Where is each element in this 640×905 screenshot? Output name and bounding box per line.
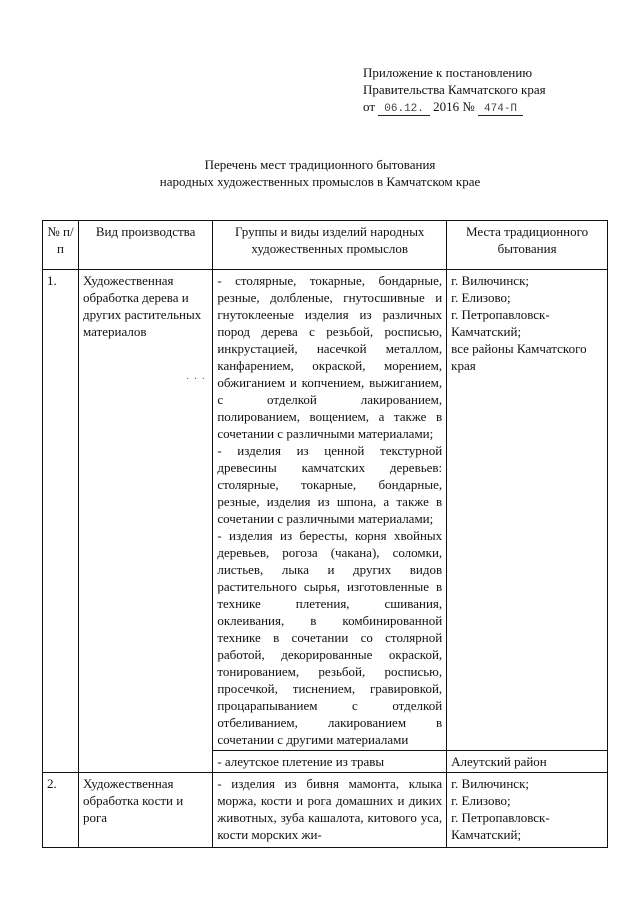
row-2-num: 2. <box>43 773 79 848</box>
appendix-block <box>363 64 613 118</box>
row-2-groups <box>213 773 447 848</box>
place-item: г. Петропавловск-Камчатский; <box>451 810 550 842</box>
header-groups: Группы и виды изделий народных художественных промыслов <box>213 221 447 270</box>
appendix-year: 2016 № <box>433 99 475 114</box>
place-item: все районы Камчатского края <box>451 341 587 373</box>
header-type: Вид производства <box>78 221 212 270</box>
scan-noise: · · · <box>186 374 206 385</box>
row-1b-places: Алеутский район <box>447 751 608 773</box>
table-row <box>43 773 608 848</box>
table-row <box>43 270 608 751</box>
appendix-line-2: Правительства Камчатского края <box>363 82 546 97</box>
row-2-group-text: - изделия из бивня мамонта, клыка моржа, кости и рога домашних и диких животных, зуба кашалота, китового уса, кости морских жи- <box>217 776 443 842</box>
appendix-line-1: Приложение к постановлению <box>363 65 533 80</box>
row-2-type: Художественная обработка кости и рога <box>78 773 212 848</box>
row-1-groups <box>213 270 447 751</box>
row-1-group-item: - изделия из ценной текстурной древесины камчатских деревьев: столярные, токарные, бондарные, резные, изделия из шпона, а также в сочетании с различными материалами; <box>217 443 443 526</box>
title-line-1: Перечень мест традиционного бытования <box>204 157 436 172</box>
place-item: г. Елизово; <box>451 290 511 305</box>
place-item: г. Вилючинск; <box>451 273 530 288</box>
row-1-group-item: - столярные, токарные, бондарные, резные, долбленые, гнутосшивные и гнутоклееные изделия из различных пород дерева с резьбой, росписью, инкрустацией, насечкой металлом, канфарением, окраской, морением, обжиганием и копчением, выжиганием, с отделкой лакированием, полированием, вощением, а также в сочетании с различными материалами; <box>217 273 443 441</box>
row-1-num: 1. <box>43 270 79 773</box>
table-header-row <box>43 221 608 270</box>
appendix-prefix: от <box>363 99 376 114</box>
row-2-places <box>447 773 608 848</box>
row-1b-groups: - алеутское плетение из травы <box>213 751 447 773</box>
place-item: г. Елизово; <box>451 793 511 808</box>
appendix-date-line <box>363 98 613 118</box>
row-1-group-item: - изделия из бересты, корня хвойных деревьев, рогоза (чакана), соломки, листьев, лыка и других видов растительного сырья, изготовленные в технике плетения, сшивания, оклеивания, в комбинированной технике в сочетании со столярной работой, декорированные окраской, тонированием, резьбой, росписью, просечкой, тиснением, гравировкой, процарапыванием с отделкой отбеливанием, лакированием в сочетании с другими материалами <box>217 528 443 747</box>
appendix-date: 06.12. <box>378 103 430 116</box>
row-1-type: Художественная обработка дерева и других растительных материалов <box>78 270 212 773</box>
header-num: № п/п <box>43 221 79 270</box>
title-line-2: народных художественных промыслов в Камчатском крае <box>159 174 481 189</box>
place-item: г. Вилючинск; <box>451 776 530 791</box>
place-item: г. Петропавловск-Камчатский; <box>451 307 550 339</box>
row-1-places <box>447 270 608 751</box>
crafts-table <box>42 220 608 848</box>
document-title <box>0 156 640 190</box>
appendix-number: 474-П <box>478 103 523 116</box>
header-places: Места традиционного бытования <box>447 221 608 270</box>
